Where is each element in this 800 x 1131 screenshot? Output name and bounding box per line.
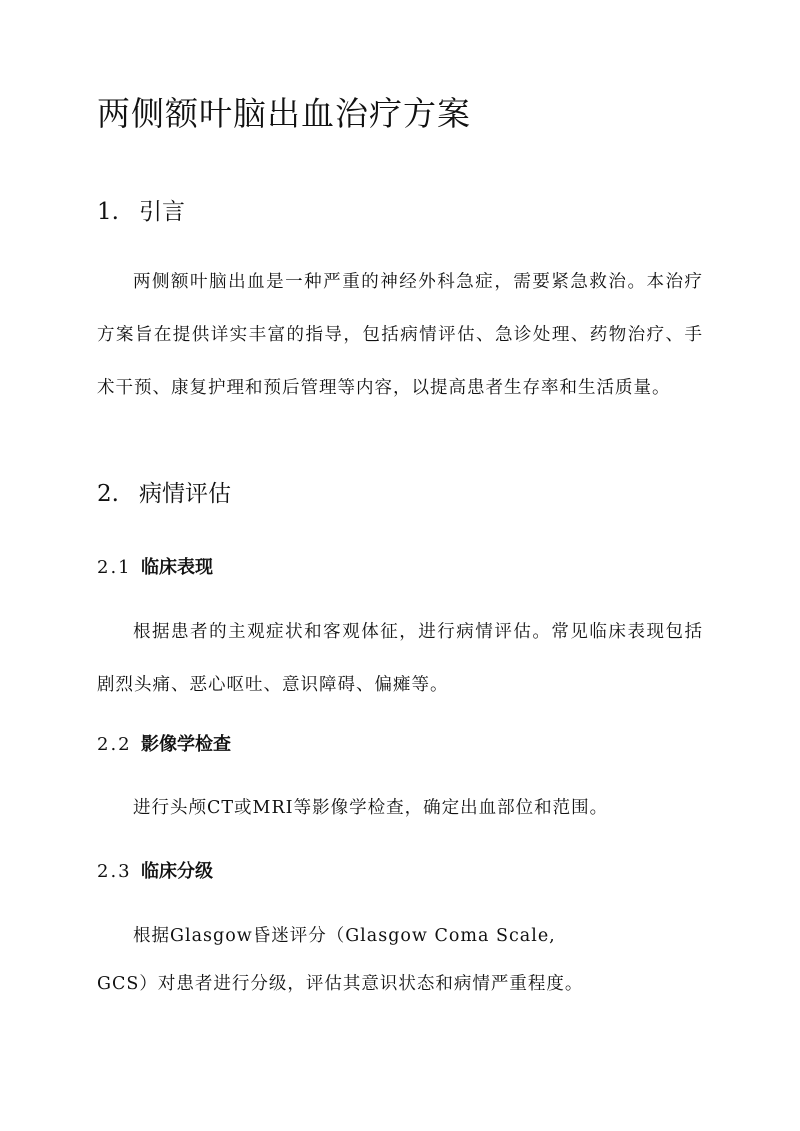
imaging-paragraph: 进行头颅CT或MRI等影像学检查，确定出血部位和范围。 [133,798,609,818]
subsection-title: 临床分级 [141,861,213,882]
subsection-title: 影像学检查 [141,734,231,755]
section-number: 1. [97,199,119,225]
subsection-heading-clinical-grading [97,861,213,883]
section-title: 病情评估 [139,481,231,507]
document-title: 两侧额叶脑出血治疗方案 [97,94,471,133]
subsection-heading-clinical-manifestation [97,557,213,579]
section-heading-introduction [97,199,185,227]
subsection-title: 临床表现 [141,557,213,578]
clinical-grading-line-2: GCS）对患者进行分级，评估其意识状态和病情严重程度。 [97,974,584,994]
section-heading-assessment [97,481,231,509]
subsection-number: 2.2 [97,734,132,755]
subsection-heading-imaging [97,734,231,756]
subsection-number: 2.3 [97,861,132,882]
subsection-number: 2.1 [97,557,132,578]
clinical-manifestation-paragraph: 根据患者的主观症状和客观体征，进行病情评估。常见临床表现包括剧烈头痛、恶心呕吐、意识障碍、偏瘫等。 [97,622,703,695]
clinical-grading-line-1: 根据Glasgow昏迷评分（Glasgow Coma Scale, [133,926,556,946]
section-number: 2. [97,481,119,507]
section-title: 引言 [139,199,185,225]
introduction-paragraph: 两侧额叶脑出血是一种严重的神经外科急症，需要紧急救治。本治疗方案旨在提供详实丰富的指导，包括病情评估、急诊处理、药物治疗、手术干预、康复护理和预后管理等内容，以提高患者生存率和生活质量。 [97,272,703,398]
